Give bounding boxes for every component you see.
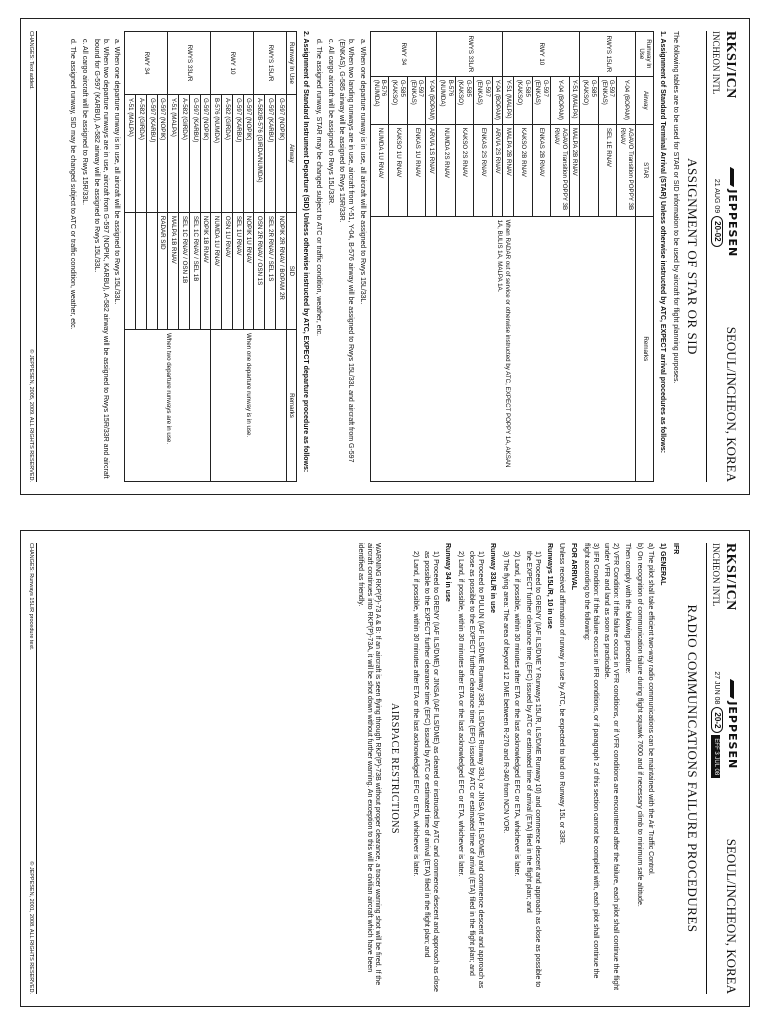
jeppesen-logo bbox=[725, 671, 739, 778]
airway-cell: Y-51 (MALPA) bbox=[503, 76, 514, 124]
chart-header bbox=[706, 31, 739, 482]
brand-block bbox=[711, 168, 739, 257]
intro-text: The following tables are to be used for STAR or SID information to be used by aircraft for flight planning purposes. bbox=[672, 31, 679, 384]
star-cell: AGAVO Transition POPPY 3B RNAV bbox=[551, 124, 570, 216]
sid-cell: SEL 1C RNAV / OSN 1B bbox=[179, 212, 190, 329]
remarks-cell: When one departure runway is in use. bbox=[211, 330, 286, 482]
airway-cell: G-597 (KARBU) bbox=[233, 95, 244, 213]
star-cell: ARVIA 2S RNAV bbox=[492, 124, 503, 216]
note-text: a. When one departure runway is in use, all aircraft will be assigned to Rwys 15L/33L. bbox=[113, 39, 121, 305]
procedure-paragraph: 3) IFR Condition: If the failure occurs in IFR conditions, or if paragraph 2 of this section cannot be complied with, each pilot shall continue the flight according to the following: bbox=[583, 543, 599, 979]
airport-icao: RKSI/ICN bbox=[723, 31, 738, 99]
airport-id-block bbox=[710, 543, 739, 611]
star-table bbox=[370, 31, 655, 482]
star-cell: ENKAS 2S RNAV bbox=[474, 124, 493, 216]
airport-name: INCHEON INTL bbox=[711, 543, 722, 607]
airway-cell: G-597 (ENKAS) bbox=[408, 76, 427, 124]
sid-cell: OSN 2R RNAV / OSN 1S bbox=[254, 212, 265, 329]
runway-cell: RWYS 33L/R bbox=[168, 32, 211, 95]
table-header: Runway In Use bbox=[636, 32, 655, 77]
star-cell: KAKSO 2S RNAV bbox=[455, 124, 474, 216]
procedure-paragraph: a) The pilot shall take efficient two-way radio communications can be maintained with the Air Traffic Control. bbox=[647, 543, 655, 876]
note-text: b. When two departure runways are in use, aircraft from G-597 (NOPIK, KARBU), A-582 airway will be assigned to Rwys 15R/33R and aircraft bound for G-597 (KARBU), A-582 airway will be assigned to Rwys 15L/33L. bbox=[93, 39, 109, 479]
star-cell: AGAVO Transition POPPY 3B RNAV bbox=[617, 124, 636, 216]
runway-cell: RWYS 33L/R bbox=[437, 32, 503, 77]
procedure-paragraph: Then comply with the following procedure: bbox=[624, 543, 631, 674]
airway-cell: Y-04 (BOPAM) bbox=[492, 76, 503, 124]
airspace-warning-text: WARNING RKP(P)-73 A & B: If an aircraft is seen flying through RKP(P)-73B without proper clearance, a tracer warning shot will be fired. If the aircraft continues into RKP(P)-73A, it will be shot down without further warning. An exception to this will be civilian aircraft which have been identified as friendly. bbox=[357, 543, 382, 986]
airway-cell: Y-51 (MALPA) bbox=[168, 95, 179, 213]
city-name: SEOUL/INCHEON, KOREA bbox=[724, 326, 739, 482]
procedure-paragraph: Runway 34 in use bbox=[444, 543, 451, 602]
airway-cell: B-576 (NUMDA) bbox=[371, 76, 390, 124]
procedure-paragraph: 1) Proceed to GRENY (IAF ILS/DME Y Runways 15L/R, ILS/DME Runway 10) and commence descent and approach as close as possible to the EXPECT further clearance time (EFC) issued by ATC or estimated time of arrival (ETA) filed in the flight plan; and bbox=[525, 551, 541, 988]
procedure-paragraph: FOR ARRIVAL bbox=[570, 543, 578, 591]
procedure-paragraph: 2) Land, if possible, within 30 minutes after ETA or the last acknowledged EFC or ETA, whichever is later. bbox=[513, 551, 521, 877]
table-row bbox=[200, 32, 211, 482]
star-cell: ARVIA 1S RNAV bbox=[426, 124, 437, 216]
note-text: d. The assigned runway, STAR may be changed subject to ATC or traffic condition, weather, etc. bbox=[315, 39, 322, 337]
airspace-heading: AIRSPACE RESTRICTIONS bbox=[389, 703, 400, 834]
chart-footer bbox=[27, 31, 37, 482]
table-row bbox=[276, 32, 287, 482]
note-text: c. All cargo aircraft will be assigned to Rwys 15R/33L. bbox=[81, 39, 89, 206]
star-cell: NUMDA 2S RNAV bbox=[437, 124, 456, 216]
airway-cell: G-597 (NOPIK) bbox=[276, 95, 287, 213]
airway-cell: G-597 (ENKAS) bbox=[599, 76, 618, 124]
chart-header bbox=[706, 543, 739, 994]
ifr-heading: IFR bbox=[672, 543, 679, 555]
page-title: ASSIGNMENT OF STAR OR SID bbox=[685, 158, 701, 355]
general-heading: 1) GENERAL bbox=[659, 543, 667, 586]
sid-cell: NOPIK 2R RNAV / BOPAM 2R bbox=[276, 212, 287, 329]
chart-date-block bbox=[711, 671, 724, 778]
city-name: SEOUL/INCHEON, KOREA bbox=[724, 838, 739, 994]
table-header: Remarks bbox=[636, 216, 655, 481]
changes-note: CHANGES: Text added. bbox=[27, 31, 34, 90]
airway-cell: B-576 (NUMDA) bbox=[437, 76, 456, 124]
procedure-paragraph: Unless received affirmation of runway in use by ATC, be expected to land on Runway 15L or 33R. bbox=[558, 543, 566, 845]
copyright: © JEPPESEN, 2001, 2008. ALL RIGHTS RESERVED. bbox=[27, 861, 34, 994]
table-row bbox=[617, 32, 636, 482]
airway-cell: G-597 (NOPIK) bbox=[243, 95, 254, 213]
sid-cell: SEL 1U RNAV bbox=[233, 212, 244, 329]
airway-cell: Y-04 (BOPAM) bbox=[617, 76, 636, 124]
changes-note: CHANGES: Runways 15L/R procedure text. bbox=[27, 543, 34, 651]
airway-cell: G-597 (KARBU) bbox=[147, 95, 158, 213]
airway-cell: G-597 (ENKAS) bbox=[474, 76, 493, 124]
runway-cell: RWY 34 bbox=[125, 32, 168, 95]
star-cell: KAKSO 2B RNAV bbox=[514, 124, 533, 216]
note-text: c. All cargo aircraft will be assigned to Rwys 15L/33R. bbox=[326, 39, 334, 206]
sid-cell bbox=[125, 212, 136, 329]
airway-cell: G-585 (KAKSO) bbox=[580, 76, 599, 124]
star-cell: SEL 1E RNAV bbox=[599, 124, 618, 216]
runway-cell: RWY 10 bbox=[503, 32, 580, 77]
table-header: Runway In Use bbox=[286, 32, 297, 95]
star-cell: MALPA 2B RNAV bbox=[503, 124, 514, 216]
airway-cell: B-576 (NUMDA) bbox=[211, 95, 222, 213]
airway-cell: A-582 (GIRDA) bbox=[136, 95, 147, 213]
page-number: 20-2 bbox=[711, 707, 723, 733]
procedure-paragraph: 3) The flying area: The area of beyond 12 DME between R-270 and R-340 from NCN VOR. bbox=[501, 551, 509, 834]
sid-cell: NOPIK 1B RNAV bbox=[200, 212, 211, 329]
note-text: b. When two landing runways are in use, aircraft from Y-51, Y-04, B-576 airway will be assigned to Rwys 15L/33L and aircraft from G-597 (ENKAS), G-585 airway will be assigned to Rwys 15R/33R. bbox=[338, 39, 355, 463]
note-text: a. When one departure runway is in use, all aircraft will be assigned to Rwys 15L/33L. bbox=[359, 39, 366, 305]
procedure-paragraph: b) On recognition of communication failure during flight squawk 7600 and if necessary climb to minimum safe altitude. bbox=[635, 543, 643, 907]
runway-cell: RWYS 15L/R bbox=[254, 32, 286, 95]
table-header: Airway bbox=[286, 95, 297, 213]
procedure-paragraph: 1) Proceed to PULUN (IAF ILS/DME Runway 33R, ILS/DME Runway 33L) or JINSA (IAF ILS/DME) and commence descent and approach as close as possible to the EXPECT further clearance time (EFC) issued by ATC or estimated time of arrival (ETA) filed in the flight plan; and bbox=[468, 551, 485, 989]
sid-cell: SEL 1C RNAV / SEL 1B bbox=[190, 212, 201, 329]
remarks-cell: When two departure runways are in use. bbox=[125, 330, 211, 482]
jeppesen-mark-icon bbox=[730, 167, 734, 187]
sid-cell: NUMDA 1U RNAV bbox=[211, 212, 222, 329]
jeppesen-logo bbox=[725, 168, 739, 257]
procedure-paragraph: Runways 15L/R, 10 in use bbox=[545, 543, 553, 629]
note-text: d. The assigned runway, SID may be changed subject to ATC or traffic condition, weather, etc. bbox=[69, 39, 77, 330]
section-heading-star: 1. Assignment of Standard Terminal Arrival (STAR) Unless otherwise instructed by ATC, EXPECT arrival procedures as follows: bbox=[659, 31, 667, 454]
page-number: 20-02 bbox=[711, 216, 723, 246]
section-heading-sid: 2. Assignment of Standard Instrument Departure (SID) Unless otherwise instructed by ATC, EXPECT departure procedure as follows: bbox=[302, 31, 310, 473]
runway-cell: RWY 34 bbox=[371, 32, 437, 77]
airport-icao: RKSI/ICN bbox=[723, 543, 738, 611]
runway-cell: RWYS 15L/R bbox=[580, 32, 636, 77]
chart-sheet-radio-failure bbox=[20, 530, 750, 1007]
sheet-content-rotated bbox=[21, 531, 749, 1006]
chart-date-block bbox=[711, 168, 723, 257]
brand-name: JEPPESEN bbox=[726, 189, 739, 258]
airway-cell: G-597 (NOPIK) bbox=[157, 95, 168, 213]
airway-cell: G-597 (KARBU) bbox=[190, 95, 201, 213]
airway-cell: G-597 (ENKAS) bbox=[532, 76, 551, 124]
airway-cell: G-585 (KAKSO) bbox=[455, 76, 474, 124]
table-header: STAR bbox=[636, 124, 655, 216]
procedure-paragraph: 1) Proceed to GRENY (IAF ILS/DME) or JINSA (IAF ILS/DME) as cleared or instructed by ATC and commence descent and approach as close as possible to the EXPECT further clearance time (EFC) issued by ATC or estimated time of arrival (ETA) filed in the flight plan; and bbox=[423, 551, 440, 992]
sid-cell: SEL 2R RNAV / SEL 1S bbox=[265, 212, 276, 329]
airway-cell: A-582 (GIRDA) bbox=[222, 95, 233, 213]
star-cell: MALPA 2B RNAV bbox=[569, 124, 580, 216]
star-cell: NUMDA 1U RNAV bbox=[371, 124, 390, 216]
sid-cell bbox=[136, 212, 147, 329]
star-cell: ENKAS 2B RNAV bbox=[532, 124, 551, 216]
brand-name: JEPPESEN bbox=[726, 701, 739, 770]
airport-name: INCHEON INTL bbox=[711, 31, 722, 95]
sid-cell: RADAR SID bbox=[157, 212, 168, 329]
airway-cell: A-582 (GIRDA) bbox=[179, 95, 190, 213]
copyright: © JEPPESEN, 2005, 2009. ALL RIGHTS RESERVED. bbox=[27, 349, 34, 482]
sid-cell: OSN 1U RNAV bbox=[222, 212, 233, 329]
table-header: Remarks bbox=[286, 330, 297, 482]
effective-badge: EFF 3 JUL 08 bbox=[711, 735, 721, 778]
star-cell: KAKSO 1U RNAV bbox=[389, 124, 408, 216]
star-table-body bbox=[371, 32, 636, 482]
remarks-cell: When RADAR out of service or otherwise instructed by ATC, EXPECT POPPY 1A, AKSAN 1A, BULIS 1A, MALPA 1A. bbox=[371, 216, 636, 481]
sid-table bbox=[125, 31, 298, 482]
jeppesen-mark-icon bbox=[730, 679, 734, 699]
airway-cell: G-585 (KAKSO) bbox=[389, 76, 408, 124]
notes-sid bbox=[68, 31, 121, 482]
airway-cell: Y-51 (MALPA) bbox=[569, 76, 580, 124]
chart-date: 21 AUG 09 bbox=[713, 178, 721, 214]
procedure-paragraph: 2) Land, if possible, within 30 minutes after ETA or the last acknowledged EFC or ETA, whichever is later. bbox=[456, 551, 464, 877]
runway-cell: RWY 10 bbox=[211, 32, 254, 95]
table-header: SID bbox=[286, 212, 297, 329]
page-title: RADIO COMMUNICATIONS FAILURE PROCEDURES bbox=[685, 604, 701, 933]
star-cell: ENKAS 1U RNAV bbox=[408, 124, 427, 216]
airway-cell: Y-04 (BOPAM) bbox=[551, 76, 570, 124]
sid-table-body bbox=[125, 32, 286, 482]
procedure-paragraph: 2) VFR Condition: If the failure occurs in VFR conditions, or if VFR conditions are encountered after the failure, each pilot shall continue the flight under VFR and land as soon as practicable. bbox=[603, 543, 620, 991]
airway-cell: G-597 (KARBU) bbox=[265, 95, 276, 213]
procedure-paragraph: 2) Land, if possible, within 30 minutes after ETA or the last acknowledged EFC or ETA, whichever is later. bbox=[411, 551, 419, 877]
table-header: Airway bbox=[636, 76, 655, 124]
chart-footer bbox=[27, 543, 37, 994]
airway-cell: G-597 (NOPIK) bbox=[200, 95, 211, 213]
sid-cell bbox=[147, 212, 158, 329]
airport-id-block bbox=[710, 31, 739, 99]
chart-date: 27 JUN 08 bbox=[713, 671, 721, 705]
brand-block bbox=[711, 671, 739, 778]
airway-cell: A-582/B-576 (GIRDA/NUMDA) bbox=[254, 95, 265, 213]
sheet-content-rotated bbox=[21, 19, 749, 494]
airway-cell: Y-51 (MALPA) bbox=[125, 95, 136, 213]
star-cell bbox=[580, 124, 599, 216]
sid-cell: NOPIK 1U RNAV bbox=[243, 212, 254, 329]
chart-sheet-star-sid bbox=[20, 18, 750, 495]
airway-cell: G-585 (KAKSO) bbox=[514, 76, 533, 124]
notes-star bbox=[313, 31, 366, 482]
procedure-text bbox=[410, 543, 655, 994]
sid-cell: MALPA 1B RNAV bbox=[168, 212, 179, 329]
procedure-paragraph: Runway 33L/R in use bbox=[489, 543, 496, 614]
airway-cell: Y-04 (BOPAM) bbox=[426, 76, 437, 124]
